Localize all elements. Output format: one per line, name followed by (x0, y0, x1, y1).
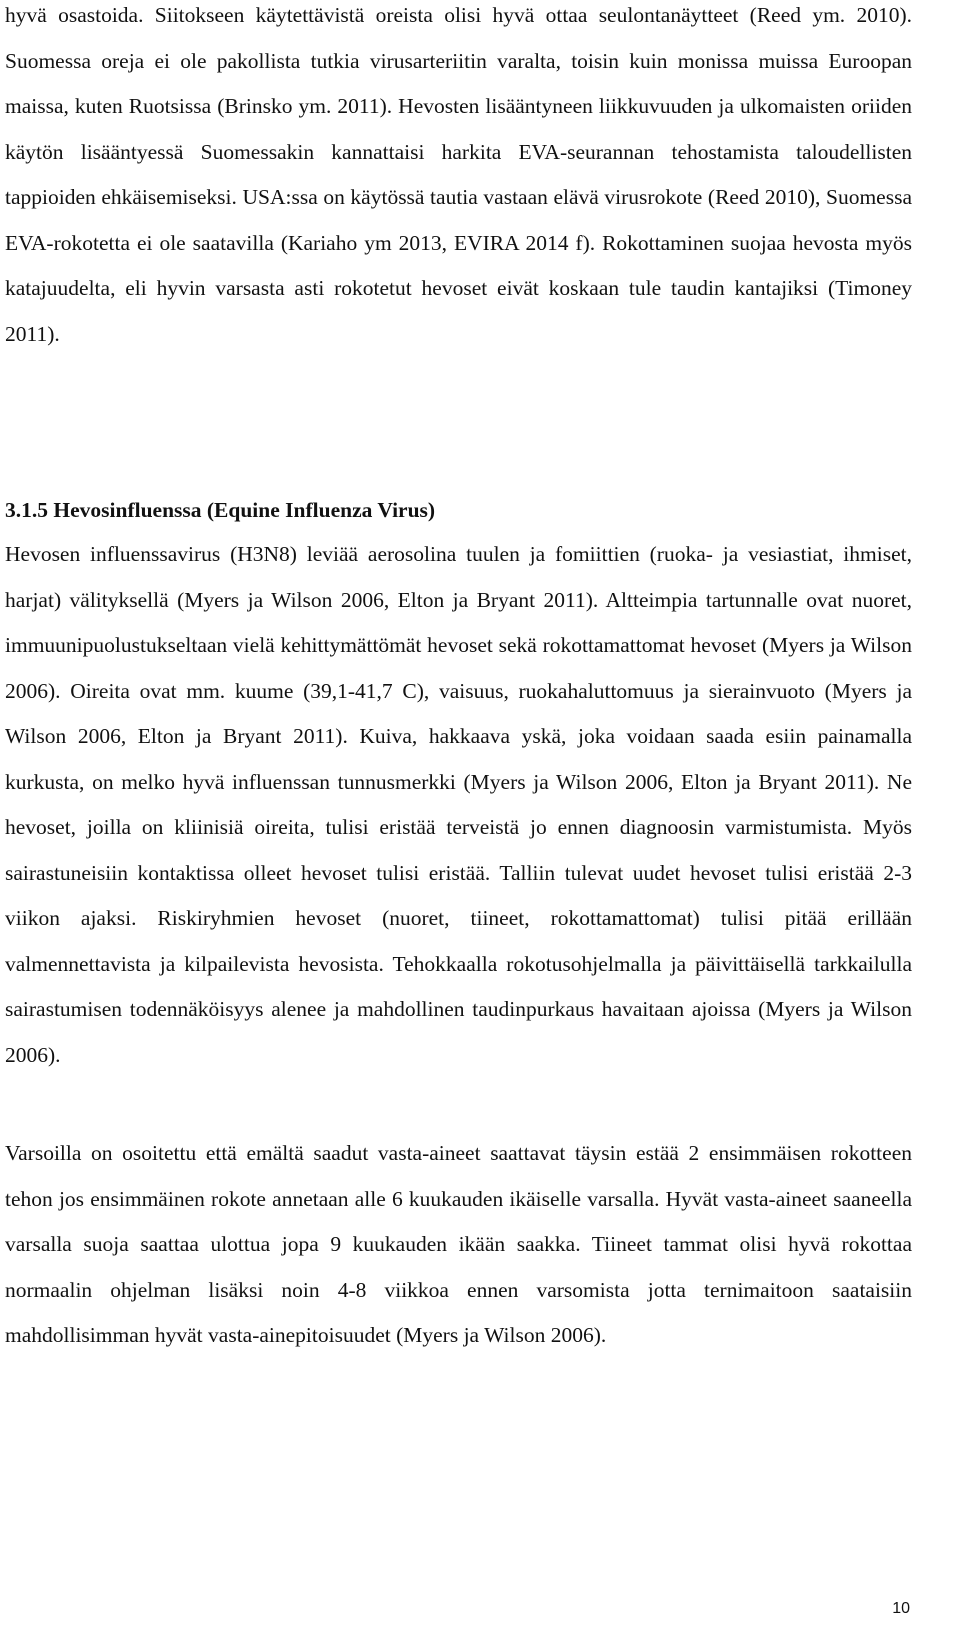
body-paragraph-1: hyvä osastoida. Siitokseen käytettävistä oreista olisi hyvä ottaa seulontanäytteet (Reed ym. 2010). Suomessa oreja ei ole pakollista tutkia virusarteriitin varalta, toisin kuin monissa muissa Euroopan maissa, kuten Ruotsissa (Brinsko ym. 2011). Hevosten lisääntyneen liikkuvuuden ja ulkomaisten oriiden käytön lisääntyessä Suomessakin kannattaisi harkita EVA-seurannan tehostamista taloudellisten tappioiden ehkäisemiseksi. USA:ssa on käytössä tautia vastaan elävä virusrokote (Reed 2010), Suomessa EVA-rokotetta ei ole saatavilla (Kariaho ym 2013, EVIRA 2014 f). Rokottaminen suojaa hevosta myös katajuudelta, eli hyvin varsasta asti rokotetut hevoset eivät koskaan tule taudin kantajiksi (Timoney 2011). (5, 3, 912, 346)
document-page (5, 0, 912, 1347)
body-paragraph-2: Hevosen influenssavirus (H3N8) leviää aerosolina tuulen ja fomiittien (ruoka- ja vesiastiat, ihmiset, harjat) välityksellä (Myers ja Wilson 2006, Elton ja Bryant 2011). Altteimpia tartunnalle ovat nuoret, immuunipuolustukseltaan vielä kehittymättömät hevoset sekä rokottamattomat hevoset (Myers ja Wilson 2006). Oireita ovat mm. kuume (39,1-41,7 C), vaisuus, ruokahaluttomuus ja sierainvuoto (Myers ja Wilson 2006, Elton ja Bryant 2011). Kuiva, hakkaava yskä, joka voidaan saada esiin painamalla kurkusta, on melko hyvä influenssan tunnusmerkki (Myers ja Wilson 2006, Elton ja Bryant 2011). Ne hevoset, joilla on kliinisiä oireita, tulisi eristää terveistä jo ennen diagnoosin varmistumista. Myös sairastuneisiin kontaktissa olleet hevoset tulisi eristää. Talliin tulevat uudet hevoset tulisi eristää 2-3 viikon ajaksi. Riskiryhmien hevoset (nuoret, tiineet, rokottamattomat) tulisi pitää erillään valmennettavista ja kilpailevista hevosista. Tehokkaalla rokotusohjelmalla ja päivittäisellä tarkkailulla sairastumisen todennäköisyys alenee ja mahdollinen taudinpurkaus havaitaan ajoissa (Myers ja Wilson 2006). (5, 542, 912, 1067)
page-number: 10 (892, 1600, 910, 1617)
body-paragraph-3: Varsoilla on osoitettu että emältä saadut vasta-aineet saattavat täysin estää 2 ensimmäisen rokotteen tehon jos ensimmäinen rokote annetaan alle 6 kuukauden ikäiselle varsalla. Hyvät vasta-aineet saaneella varsalla suoja saattaa ulottua jopa 9 kuukauden ikään saakka. Tiineet tammat olisi hyvä rokottaa normaalin ohjelman lisäksi noin 4-8 viikkoa ennen varsomista jotta ternimaitoon saataisiin mahdollisimman hyvät vasta-ainepitoisuudet (Myers ja Wilson 2006). (5, 1141, 912, 1347)
section-heading: 3.1.5 Hevosinfluenssa (Equine Influenza Virus) (5, 498, 436, 522)
